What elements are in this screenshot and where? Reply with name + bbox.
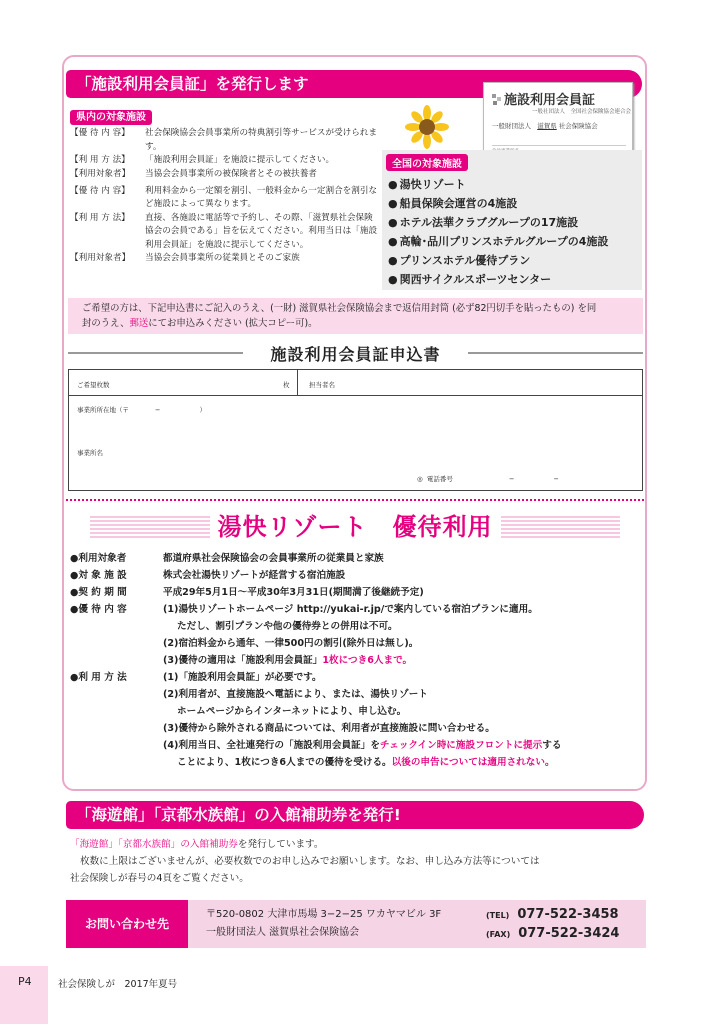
address-label: 事業所所在地（〒 − ） xyxy=(77,406,206,414)
yukai-line: (1)「施設利用会員証」が必要です。 xyxy=(163,672,322,683)
national-facility-item: ● プリンスホテル優待プラン xyxy=(388,251,608,270)
yukai-line: (2)宿泊料金から通年、一律500円の割引(除外日は無し)。 xyxy=(163,638,419,649)
card-subtitle: 一般社団法人 全国社会保険協会連合会 xyxy=(532,109,632,115)
yukai-line: (1)湯快リゾートホームページ http://yukai-r.jp/で案内している宿泊プランに適用。 xyxy=(163,604,538,615)
prefecture-facility-info xyxy=(70,110,380,265)
info-row xyxy=(70,212,380,252)
yukai-row-key: ●利用対象者 xyxy=(70,553,127,564)
info-row xyxy=(70,252,380,265)
yukai-line: 株式会社湯快リゾートが経営する宿泊施設 xyxy=(163,570,346,581)
info-row-key: 【優 待 内 容】 xyxy=(70,186,130,197)
company-name-label: 事業所名 xyxy=(77,449,103,457)
info-row-key: 【利 用 方 法】 xyxy=(70,155,130,166)
contact-phones: (TEL) 077-522-3458 (FAX) 077-522-3424 xyxy=(486,907,620,941)
yukai-line: 都道府県社会保険協会の会員事業所の従業員と家族 xyxy=(163,553,384,564)
apply-instructions: ご希望の方は、下記申込書にご記入のうえ、(一財) 滋賀県社会保険協会まで返信用封筒 (必ず82円切手を貼ったもの) を同 封のうえ、郵送にてお申込みください (拡大コピー可)。 xyxy=(68,298,643,334)
yukai-row xyxy=(70,550,640,567)
dotted-divider xyxy=(66,499,644,501)
info-row xyxy=(70,168,380,181)
footer-title: 社会保険しが 2017年夏号 xyxy=(58,979,178,990)
yukai-row-key: ●利 用 方 法 xyxy=(70,672,127,683)
card-org-row: 一般財団法人 滋賀県 社会保険協会 xyxy=(492,122,598,130)
national-facility-item: ● ホテル法華クラブグループの17施設 xyxy=(388,213,608,232)
form-title-wrap xyxy=(68,342,643,364)
national-facility-item: ● 湯快リゾート xyxy=(388,175,608,194)
page-number: P4 xyxy=(18,975,32,988)
info-row-key: 【利用対象者】 xyxy=(70,253,131,264)
card-title: 施設利用会員証 xyxy=(504,93,596,108)
info-row xyxy=(70,154,380,167)
yukai-line: (3)優待から除外される商品については、利用者が直接施設に問い合わせる。 xyxy=(163,723,495,734)
tel-number: 077-522-3458 xyxy=(517,907,619,922)
yukai-row xyxy=(70,567,640,584)
info-row-value: 社会保険協会会員事業所の特典割引等サービスが受けられます。 xyxy=(145,128,378,152)
national-facilities-box xyxy=(382,150,642,290)
phone-label: ◎ 電話番号 xyxy=(417,475,453,483)
yukai-line: ホームページからインターネットにより、申し込む。 xyxy=(177,706,407,717)
info-row-value: 当協会会員事業所の被保険者とその被扶養者 xyxy=(145,168,317,179)
info-row-key: 【利用対象者】 xyxy=(70,168,131,179)
info-row-value: 利用料金から一定額を割引、一般料金から一定割合を割引など施設によって異なります。 xyxy=(145,186,378,210)
yukai-title-wrap xyxy=(70,508,640,546)
yukai-row-key: ●契 約 期 間 xyxy=(70,587,127,598)
count-label: ご希望枚数 xyxy=(77,381,110,389)
yukai-title: 湯快リゾート 優待利用 xyxy=(210,513,501,541)
yukai-line: 平成29年5月1日〜平成30年3月31日(期間満了後継続予定) xyxy=(163,587,424,598)
yukai-line: (3)優待の適用は「施設利用会員証」1枚につき6人まで。 xyxy=(163,655,413,666)
aquarium-text: 「海遊館」「京都水族館」の入館補助券を発行しています。 枚数に上限はございませんが、必要枚数でのお申し込みでお願いします。なお、申し込み方法等については 社会保険しが春号の4頁をご覧ください。 xyxy=(70,839,540,884)
person-label: 担当者名 xyxy=(309,381,335,389)
yukai-details xyxy=(70,550,640,771)
info-row-key: 【利 用 方 法】 xyxy=(70,212,130,223)
national-facility-item: ● 高輪･品川プリンスホテルグループの4施設 xyxy=(388,232,608,251)
phone-icon: ◎ xyxy=(417,475,423,483)
info-row-key: 【優 待 内 容】 xyxy=(70,128,130,139)
national-facility-item: ● 関西サイクルスポーツセンター xyxy=(388,270,608,289)
info-row-value: 直接、各施設に電話等で予約し、その際、「滋賀県社会保険協会の会員である」旨を伝えてください。利用当日は「施設利用会員証」を施設に提示してください。 xyxy=(145,212,378,250)
info-row xyxy=(70,185,380,212)
yukai-row-key: ●対 象 施 設 xyxy=(70,570,127,581)
prefecture-tag: 県内の対象施設 xyxy=(70,110,152,125)
yukai-row xyxy=(70,601,640,669)
info-row-value: 「施設利用会員証」を施設に提示してください。 xyxy=(145,155,335,166)
national-facility-item: ● 船員保険会運営の4施設 xyxy=(388,194,608,213)
info-row xyxy=(70,127,380,154)
yukai-line: (2)利用者が、直接施設へ電話により、または、湯快リゾート xyxy=(163,689,428,700)
sunflower-icon xyxy=(403,104,451,150)
phone-dashes: − − xyxy=(509,475,559,483)
yukai-line: ことにより、1枚につき6人までの優待を受ける。以後の申告については適用されない。 xyxy=(177,757,555,768)
yukai-line: (4)利用当日、全社連発行の「施設利用会員証」をチェックイン時に施設フロントに提示する xyxy=(163,740,562,751)
info-row-value: 当協会会員事業所の従業員とそのご家族 xyxy=(145,253,300,264)
application-form xyxy=(68,369,643,491)
yukai-line: ただし、割引プランや他の優待券との併用は不可。 xyxy=(177,621,398,632)
yukai-row xyxy=(70,584,640,601)
yukai-row xyxy=(70,669,640,771)
yukai-row-key: ●優 待 内 容 xyxy=(70,604,127,615)
form-title: 施設利用会員証申込書 xyxy=(264,345,446,364)
card-logo-icon xyxy=(492,91,502,103)
contact-address: 〒520-0802 大津市馬場 3−2−25 ワカヤマビル 3F 一般財団法人 滋賀県社会保険協会 xyxy=(206,909,442,938)
fax-number: 077-522-3424 xyxy=(518,926,620,941)
count-unit: 枚 xyxy=(283,381,290,389)
contact-label: お問い合わせ先 xyxy=(66,900,188,948)
national-tag: 全国の対象施設 xyxy=(386,154,468,171)
section-header-membership: 「施設利用会員証」を発行します xyxy=(66,70,642,98)
section-header-aquarium: 「海遊館」「京都水族館」の入館補助券を発行! xyxy=(66,801,644,829)
